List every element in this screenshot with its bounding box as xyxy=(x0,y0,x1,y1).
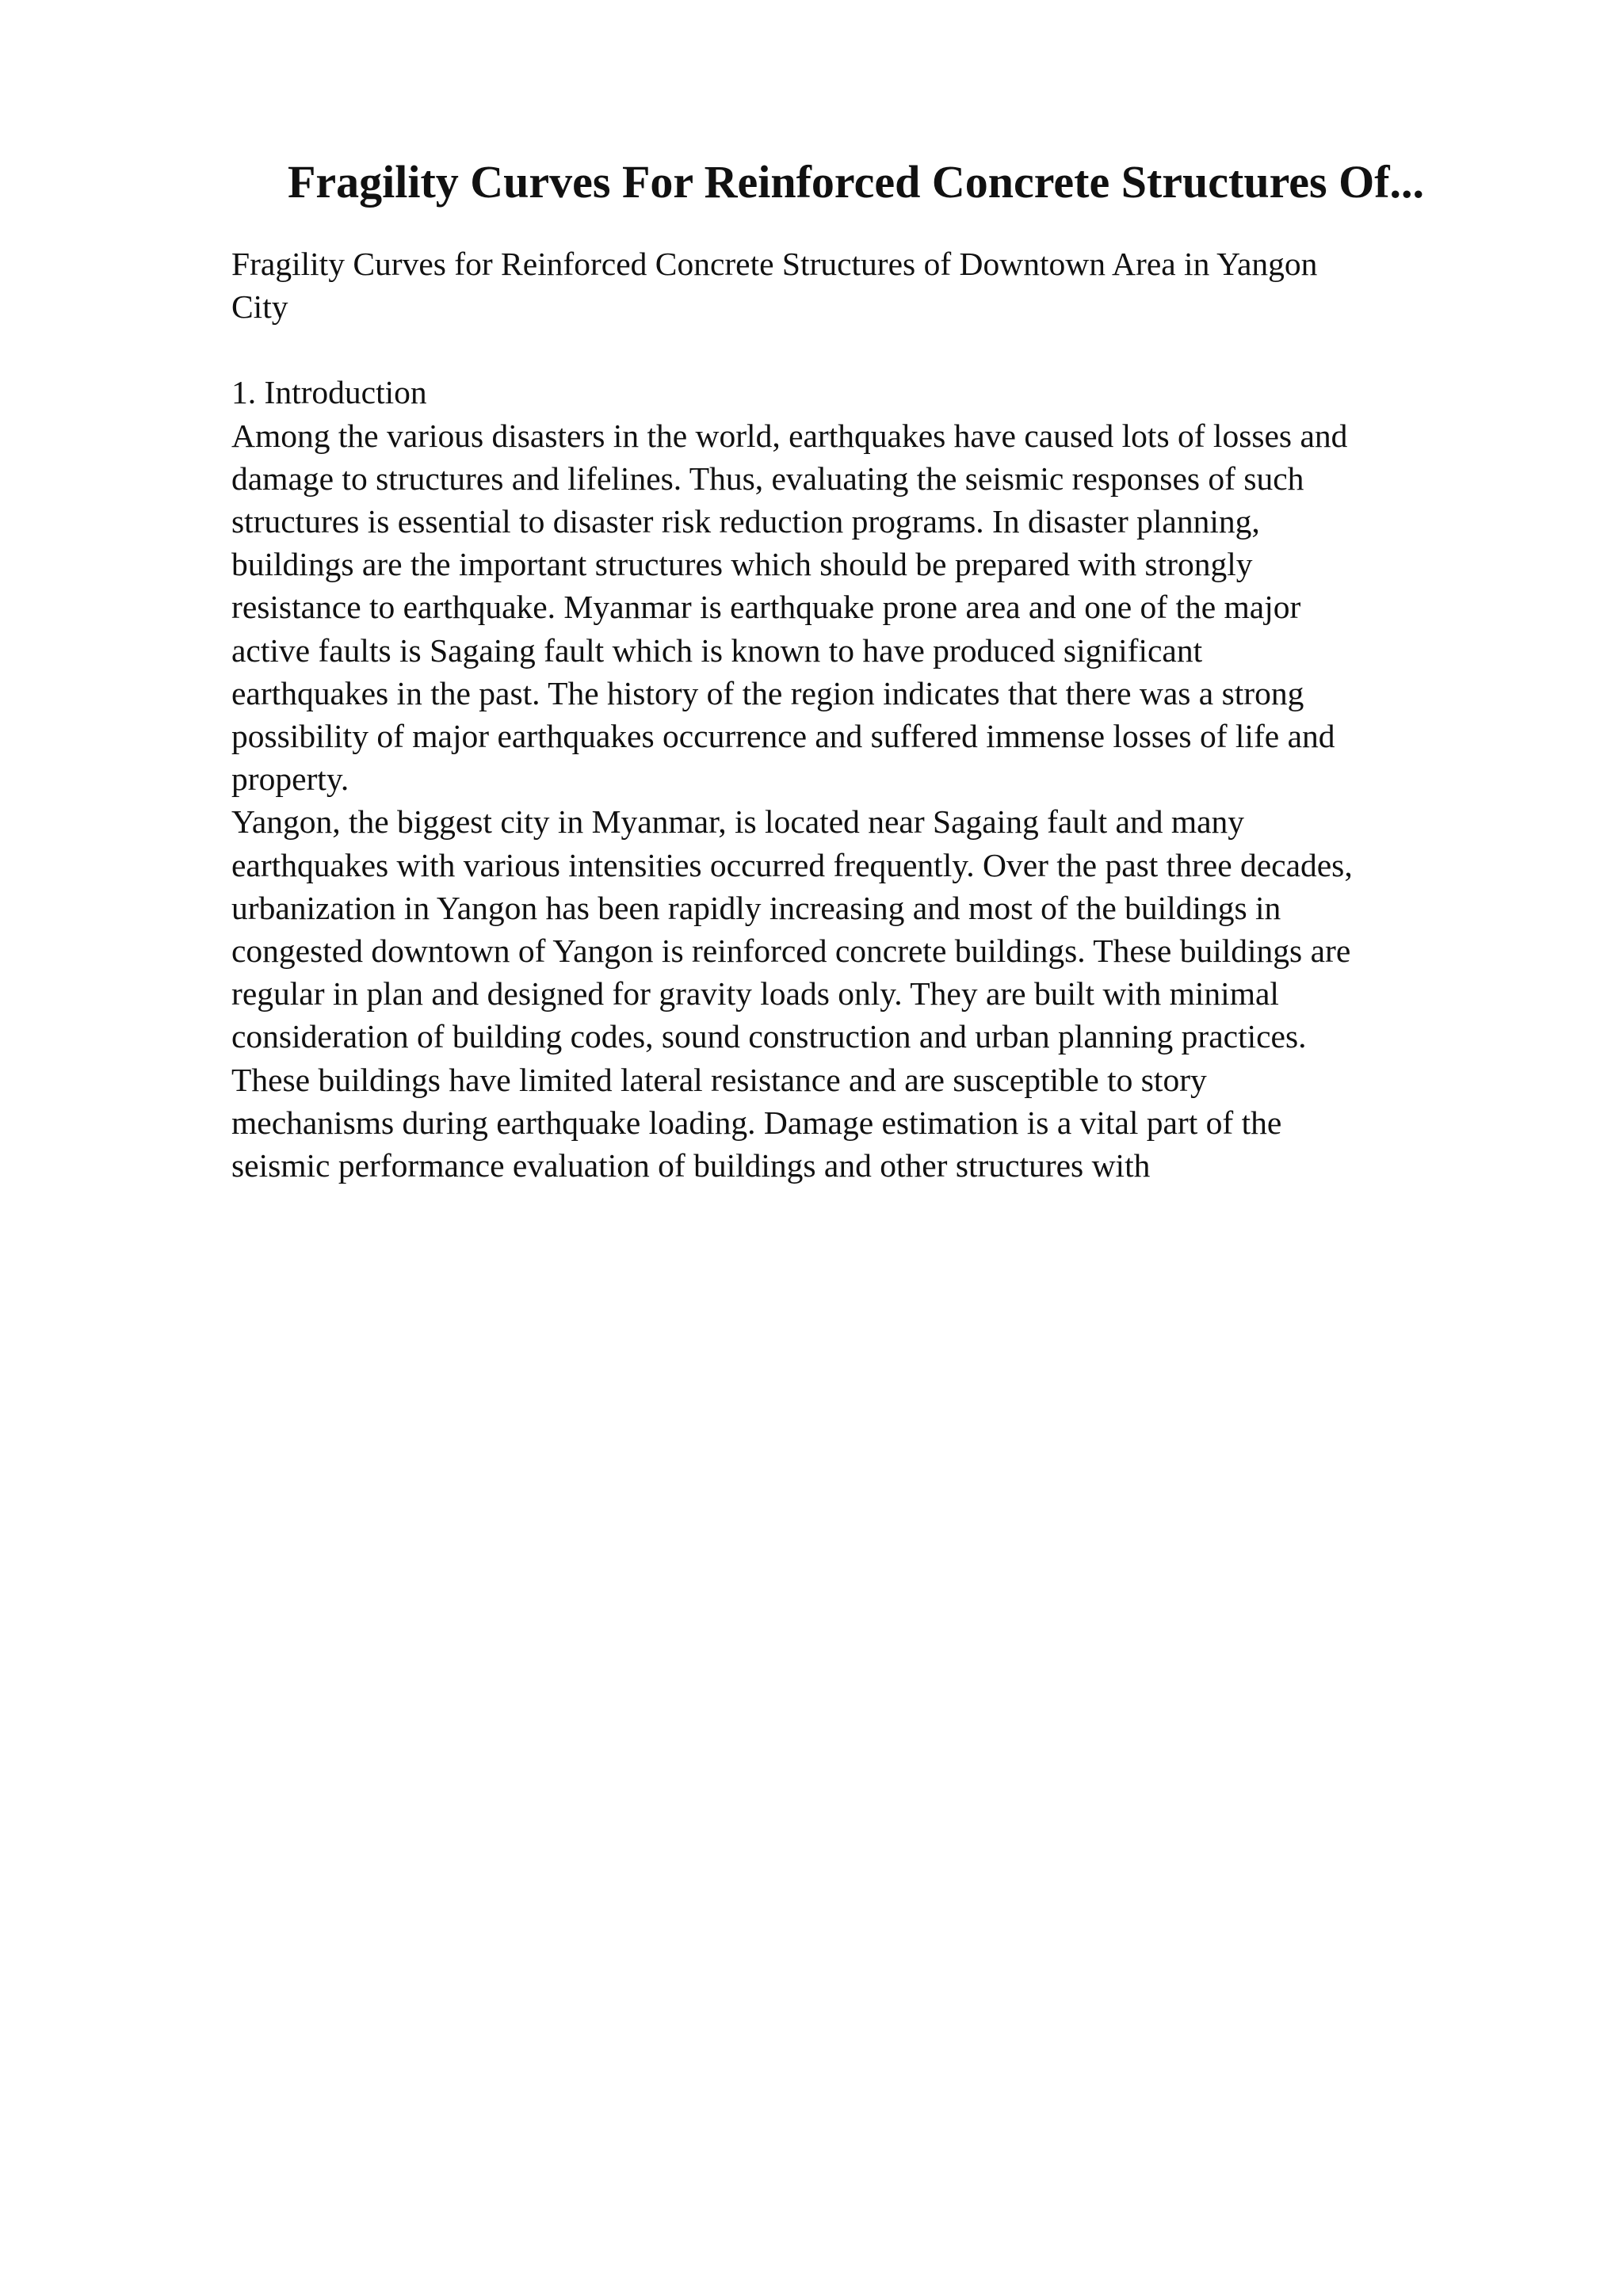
paragraph-line: These buildings have limited lateral resistance and are susceptible to story xyxy=(231,1061,1207,1098)
paragraph-line: resistance to earthquake. Myanmar is earthquake prone area and one of the major xyxy=(231,589,1301,626)
subtitle-line: Fragility Curves for Reinforced Concrete Structures of Downtown Area in Yangon xyxy=(231,246,1318,282)
paragraph-line: structures is essential to disaster risk reduction programs. In disaster planning, xyxy=(231,503,1260,540)
paragraph-line: possibility of major earthquakes occurrence and suffered immense losses of life and xyxy=(231,718,1335,755)
paragraph-line: earthquakes with various intensities occurred frequently. Over the past three decades, xyxy=(231,846,1353,883)
paragraph-line: Among the various disasters in the world, earthquakes have caused lots of losses and xyxy=(231,417,1348,454)
paragraph-line: active faults is Sagaing fault which is known to have produced significant xyxy=(231,631,1203,669)
introduction-paragraph-2 xyxy=(231,800,1499,1187)
introduction-paragraph-1 xyxy=(231,414,1499,801)
section-heading-introduction: 1. Introduction xyxy=(231,374,427,411)
paragraph-line: property. xyxy=(231,761,349,798)
paragraph-line: urbanization in Yangon has been rapidly increasing and most of the buildings in xyxy=(231,889,1281,926)
subtitle-line: City xyxy=(231,288,288,326)
paragraph-line: mechanisms during earthquake loading. Damage estimation is a vital part of the xyxy=(231,1104,1282,1141)
paragraph-line: congested downtown of Yangon is reinforced concrete buildings. These buildings are xyxy=(231,933,1351,970)
paragraph-line: earthquakes in the past. The history of the region indicates that there was a strong xyxy=(231,674,1304,711)
paragraph-line: buildings are the important structures which should be prepared with strongly xyxy=(231,546,1253,583)
paragraph-line: Yangon, the biggest city in Myanmar, is located near Sagaing fault and many xyxy=(231,803,1245,841)
paragraph-line: seismic performance evaluation of buildings and other structures with xyxy=(231,1147,1151,1184)
paragraph-line: damage to structures and lifelines. Thus, evaluating the seismic responses of such xyxy=(231,460,1304,497)
document-body xyxy=(231,242,1499,1187)
document-title: Fragility Curves For Reinforced Concrete Structures Of... xyxy=(287,156,1425,208)
document-subtitle xyxy=(231,242,1499,328)
paragraph-line: consideration of building codes, sound construction and urban planning practices. xyxy=(231,1018,1307,1055)
paragraph-line: regular in plan and designed for gravity loads only. They are built with minimal xyxy=(231,975,1279,1013)
